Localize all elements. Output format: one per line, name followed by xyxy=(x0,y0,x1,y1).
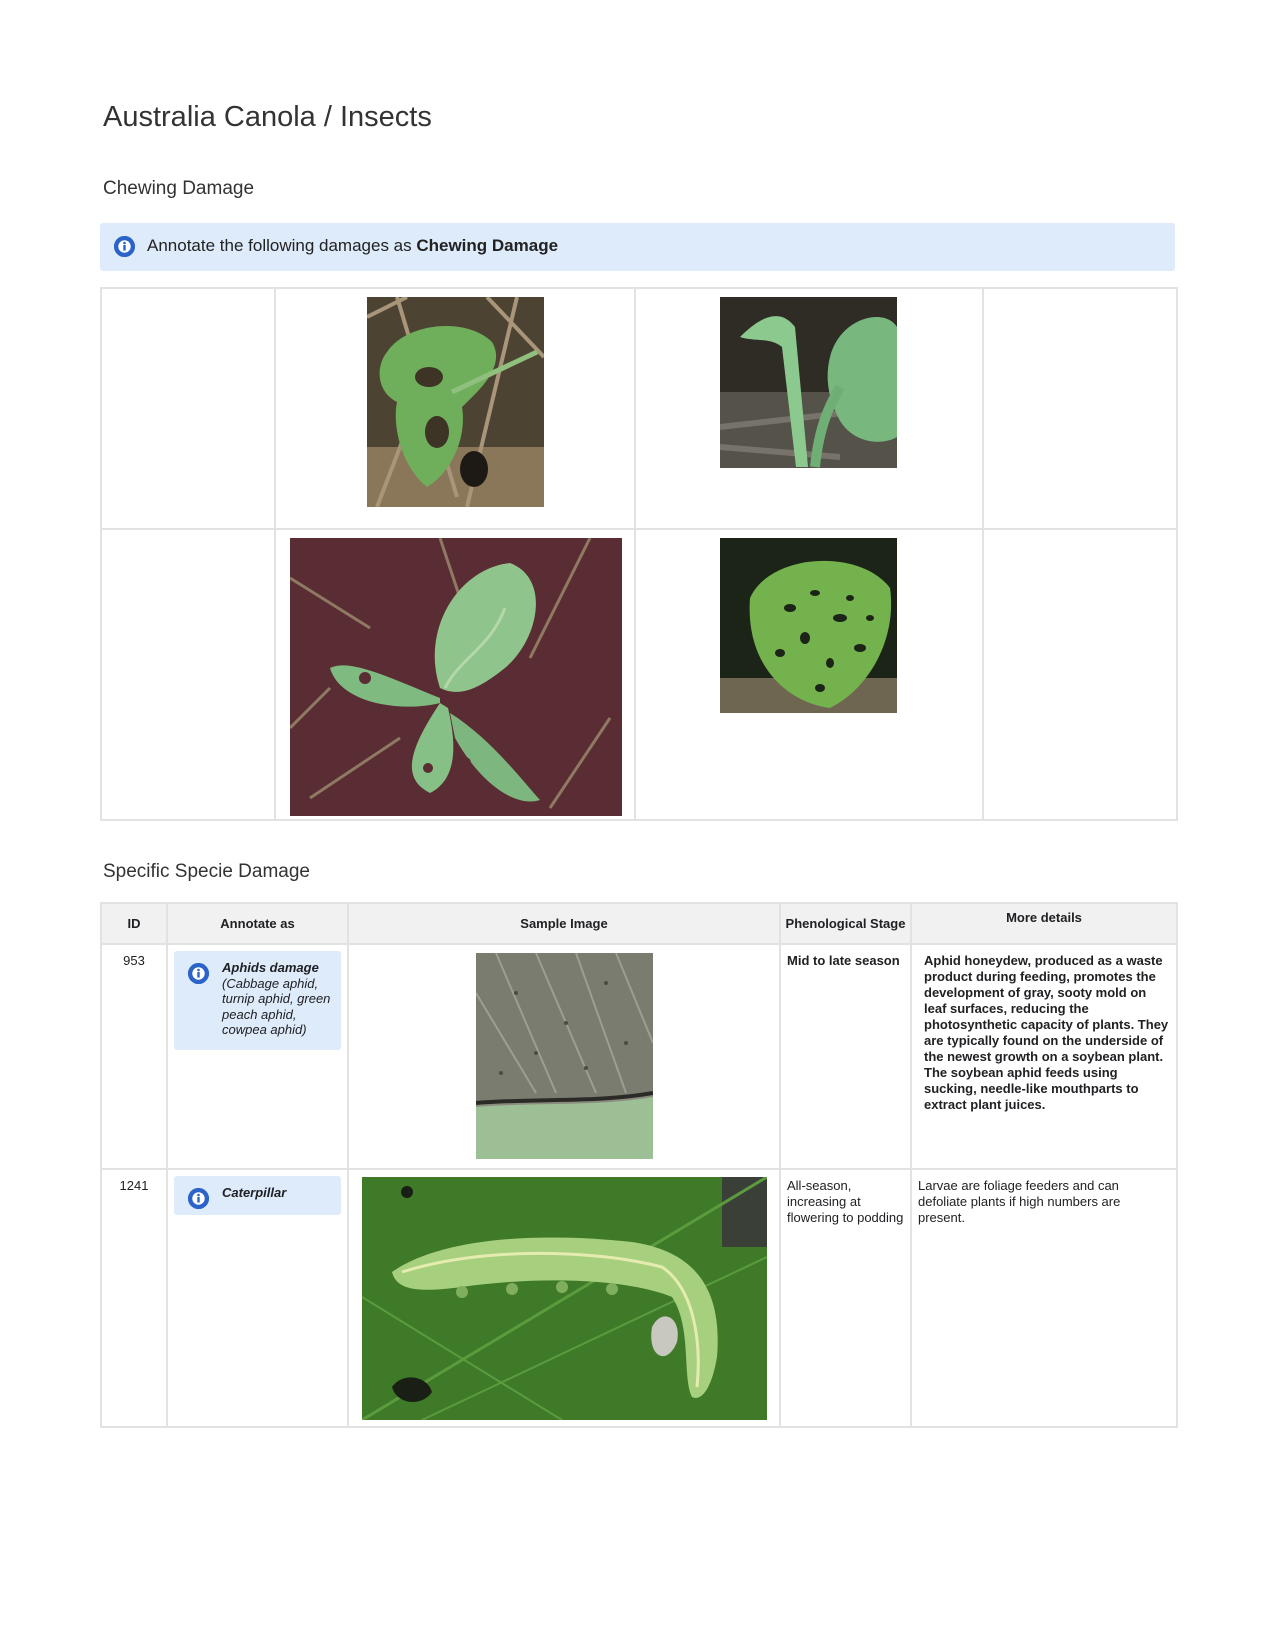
specific-damage-heading: Specific Specie Damage xyxy=(103,861,310,882)
holed-leaf-photo xyxy=(720,538,897,713)
phenological-stage: Mid to late season xyxy=(780,944,911,1169)
column-header-id: ID xyxy=(101,903,167,944)
gallery-cell xyxy=(635,529,983,820)
annotation-title: Caterpillar xyxy=(222,1185,287,1200)
row-id: 953 xyxy=(101,944,167,1169)
caterpillar-on-leaf-photo xyxy=(362,1177,767,1420)
callout-prefix: Annotate the following damages as xyxy=(147,236,417,255)
gallery-empty-cell xyxy=(101,288,275,529)
annotation-subtitle: (Cabbage aphid, turnip aphid, green peach aphid, cowpea aphid) xyxy=(222,975,331,1037)
table-row xyxy=(101,1169,1177,1427)
chewing-damage-gallery xyxy=(100,287,1178,821)
annotation-label xyxy=(174,1176,341,1215)
annotate-cell xyxy=(167,944,348,1169)
column-header-phenological-stage: Phenological Stage xyxy=(780,903,911,944)
chewed-canola-plant-photo xyxy=(290,538,622,816)
annotate-cell xyxy=(167,1169,348,1427)
table-row xyxy=(101,944,1177,1169)
chewing-damage-heading: Chewing Damage xyxy=(103,178,255,199)
column-header-sample-image: Sample Image xyxy=(348,903,780,944)
callout-emphasis: Chewing Damage xyxy=(416,236,559,255)
sample-image-cell xyxy=(348,944,780,1169)
info-icon xyxy=(188,1188,209,1209)
gallery-empty-cell xyxy=(101,529,275,820)
annotation-label xyxy=(174,951,341,1050)
gallery-empty-cell xyxy=(983,288,1177,529)
gallery-cell xyxy=(275,529,635,820)
species-damage-table xyxy=(100,902,1178,1428)
phenological-stage: All-season, increasing at flowering to podding xyxy=(780,1169,911,1427)
page-title: Australia Canola / Insects xyxy=(103,101,432,133)
column-header-annotate-as: Annotate as xyxy=(167,903,348,944)
more-details: Larvae are foliage feeders and can defoliate plants if high numbers are present. xyxy=(911,1169,1177,1427)
info-icon xyxy=(114,236,135,257)
gallery-cell xyxy=(635,288,983,529)
more-details: Aphid honeydew, produced as a waste product during feeding, promotes the development of gray, sooty mold on leaf surfaces, reducing the photosynthetic capacity of plants. They are typically found on the underside of the newest growth on a soybean plant. The soybean aphid feeds using sucking, needle-like mouthparts to extract plant juices. xyxy=(911,944,1177,1169)
column-header-more-details: More details xyxy=(911,903,1177,944)
info-icon xyxy=(188,963,209,984)
chewing-damage-instruction xyxy=(147,236,558,256)
chewed-stem-photo xyxy=(720,297,897,468)
aphid-sooty-leaf-photo xyxy=(476,953,653,1159)
chewed-seedling-photo xyxy=(367,297,544,507)
gallery-cell xyxy=(275,288,635,529)
row-id: 1241 xyxy=(101,1169,167,1427)
sample-image-cell xyxy=(348,1169,780,1427)
gallery-empty-cell xyxy=(983,529,1177,820)
annotation-title: Aphids damage xyxy=(222,960,319,975)
